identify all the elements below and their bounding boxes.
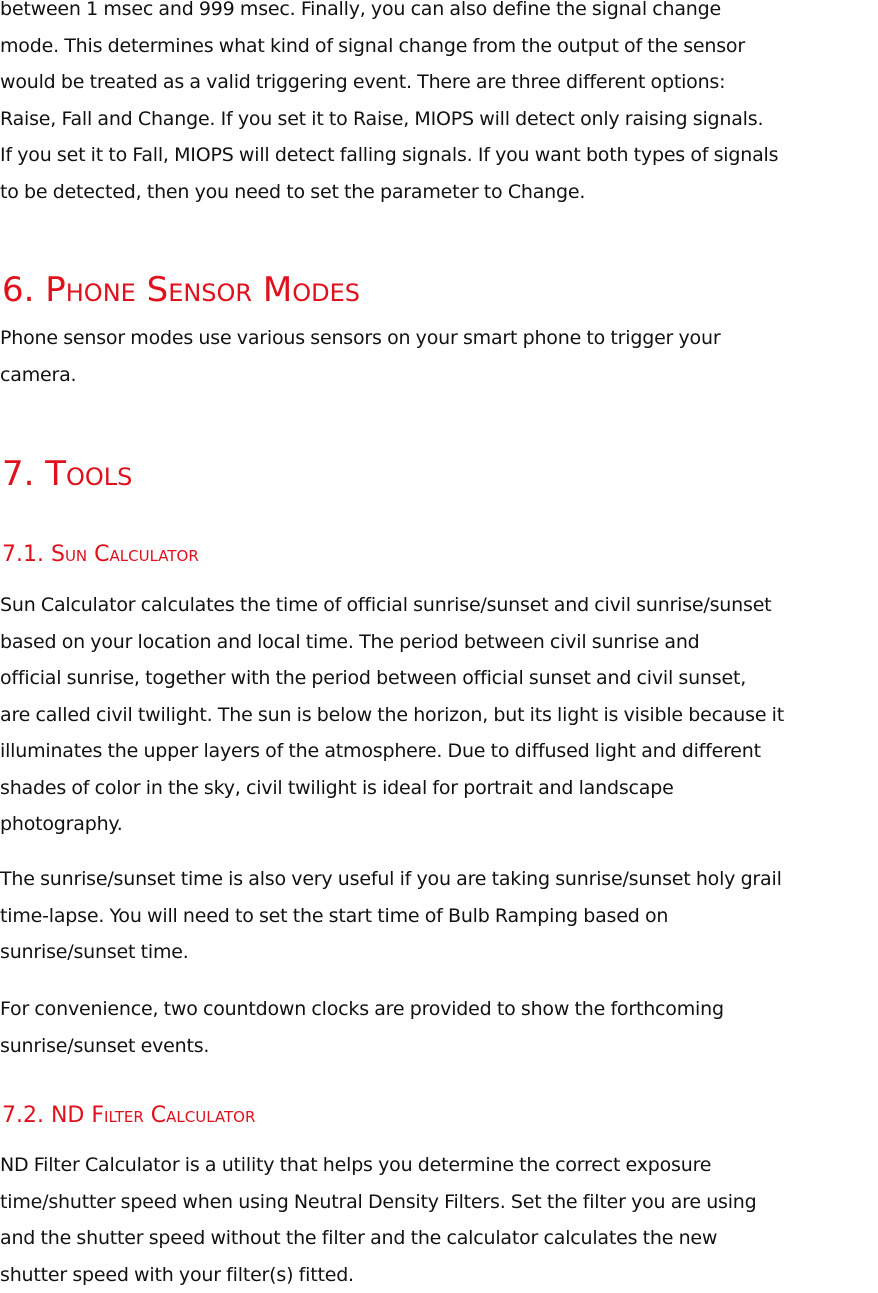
sun-calculator-paragraph-3 [0,991,724,1064]
sun-calculator-paragraph-1 [0,587,784,843]
text-line: Raise, Fall and Change. If you set it to Raise, MIOPS will detect only raising signals. [0,107,764,130]
text-line: would be treated as a valid triggering event. There are three different options: [0,71,726,93]
sun-calculator-paragraph-2 [0,861,782,971]
text-line: photography. [0,813,123,835]
text-line: and the shutter speed without the filter and the calculator calculates the new [0,1227,718,1249]
text-line: If you set it to Fall, MIOPS will detect falling signals. If you want both types of signals [0,144,779,166]
text-line: Phone sensor modes use various sensors on your smart phone to trigger your [0,327,721,349]
nd-filter-paragraph [0,1147,757,1293]
text-line: shades of color in the sky, civil twilight is ideal for portrait and landscape [0,776,674,799]
text-line: sunrise/sunset events. [0,1034,210,1057]
phone-sensor-paragraph [0,320,720,393]
text-line: mode. This determines what kind of signal change from the output of the sensor [0,34,745,57]
subsection-heading-sun-calculator: 7.1. Sun Calculator [2,542,199,567]
text-line: camera. [0,363,77,386]
text-line: illuminates the upper layers of the atmosphere. Due to diffused light and different [0,740,761,762]
text-line: Sun Calculator calculates the time of official sunrise/sunset and civil sunrise/sunset [0,594,772,616]
text-line: to be detected, then you need to set the parameter to Change. [0,180,586,203]
text-line: shutter speed with your filter(s) fitted. [0,1263,354,1286]
text-line: For convenience, two countdown clocks are provided to show the forthcoming [0,998,724,1020]
subsection-heading-nd-filter-calculator: 7.2. ND Filter Calculator [2,1103,256,1128]
text-line: time/shutter speed when using Neutral Density Filters. Set the filter you are using [0,1190,757,1213]
section-heading-tools: 7. Tools [2,454,133,494]
text-line: sunrise/sunset time. [0,941,189,963]
text-line: between 1 msec and 999 msec. Finally, you can also define the signal change [0,0,721,20]
text-line: The sunrise/sunset time is also very useful if you are taking sunrise/sunset holy grail [0,868,782,890]
text-line: time-lapse. You will need to set the start time of Bulb Ramping based on [0,904,669,927]
intro-paragraph [0,0,778,210]
text-line: are called civil twilight. The sun is below the horizon, but its light is visible because it [0,703,785,726]
section-heading-phone-sensor-modes: 6. Phone Sensor Modes [2,270,361,310]
text-line: ND Filter Calculator is a utility that helps you determine the correct exposure [0,1154,712,1176]
text-line: official sunrise, together with the period between official sunset and civil sunset, [0,667,747,689]
text-line: based on your location and local time. The period between civil sunrise and [0,630,700,653]
